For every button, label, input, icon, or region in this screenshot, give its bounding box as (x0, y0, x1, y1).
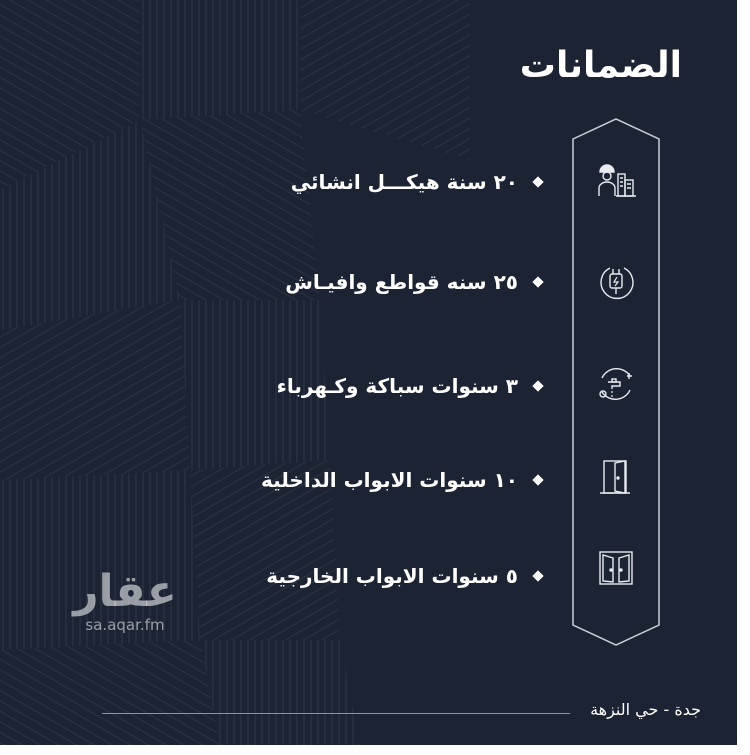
guarantee-item (291, 170, 542, 194)
guarantee-item (261, 468, 542, 492)
bullet-icon (532, 474, 543, 485)
guarantee-text: ٢٠ سنة هيكـــل انشائي (290, 170, 518, 194)
guarantee-item (285, 270, 542, 294)
guarantee-text: ١٠ سنوات الابواب الداخلية (260, 468, 518, 492)
electric-plug-icon (594, 260, 638, 304)
watermark-logo-text: عقار (73, 566, 177, 617)
guarantee-item (266, 564, 542, 588)
interior-door-icon (594, 455, 638, 499)
guarantee-item (277, 374, 542, 398)
guarantee-text: ٢٥ سنه قواطع وافيـاش (285, 270, 518, 294)
faucet-electric-icon (594, 362, 638, 406)
footer-location: جدة - حي النزهة (590, 700, 701, 719)
watermark-url: sa.aqar.fm (85, 616, 165, 634)
bullet-icon (532, 380, 543, 391)
guarantee-text: ٣ سنوات سباكة وكـهرباء (276, 374, 518, 398)
construction-worker-buildings-icon (594, 158, 638, 202)
footer-divider (102, 713, 570, 714)
bullet-icon (532, 570, 543, 581)
double-door-icon (594, 546, 638, 590)
page-title: الضمانات (519, 45, 682, 86)
right-margin (737, 0, 750, 755)
watermark-logo (70, 568, 180, 634)
bullet-icon (532, 176, 543, 187)
bullet-icon (532, 276, 543, 287)
bottom-margin (0, 745, 750, 755)
guarantee-text: ٥ سنوات الابواب الخارجية (266, 564, 518, 588)
